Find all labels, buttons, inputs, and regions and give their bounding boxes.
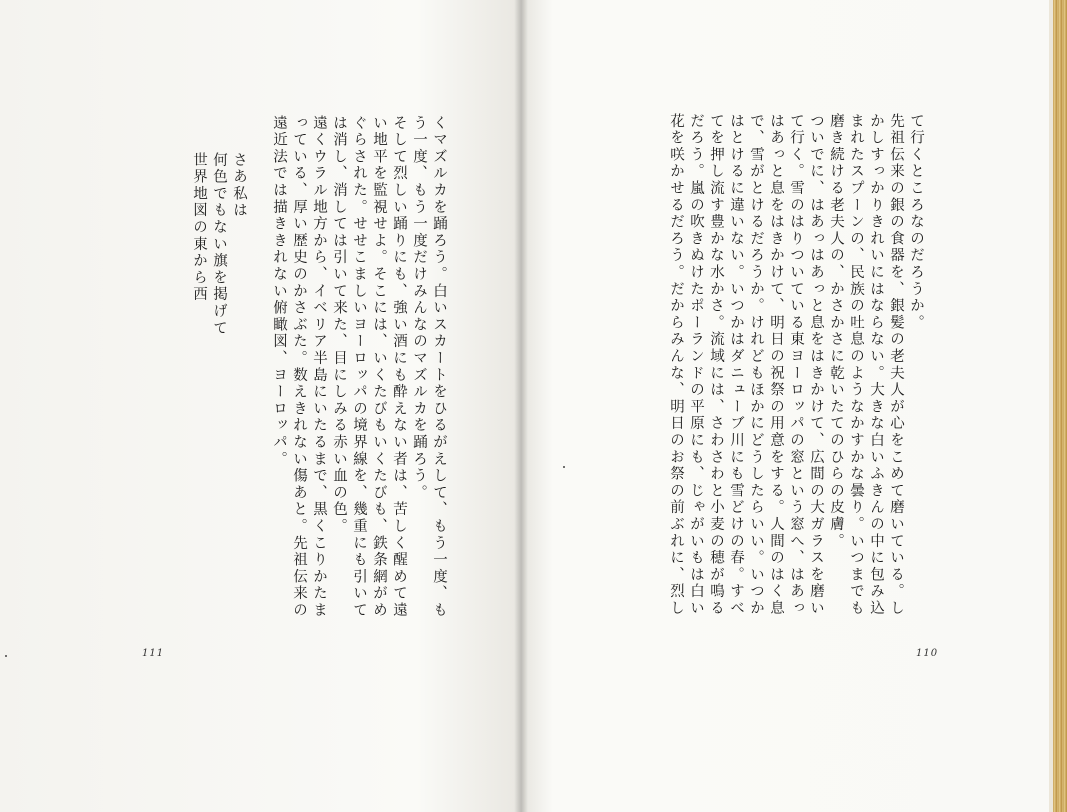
text-line: 遠近法では描ききれない俯瞰図、ヨーロッパ。 bbox=[271, 115, 287, 468]
right-page bbox=[521, 0, 1053, 812]
text-line: う一度、もう一度だけみんなのマズルカを踊ろう。 bbox=[411, 115, 427, 502]
text-line: ついでに、はあっはあっと息をはきかけて、広間の大ガラスを磨い bbox=[808, 113, 824, 617]
text-line: まれたスプーンの、民族の吐息のようなかすかな曇り。いつまでも bbox=[848, 113, 864, 617]
text-line: で、雪がとけるだろうか。けれどもほかにどうしたらいい。いつか bbox=[748, 113, 764, 617]
poem-line: さあ私は bbox=[231, 152, 247, 220]
text-line: い地平を監視せよ。そこには、いくたびもいくたびも、鉄条網がめ bbox=[371, 115, 387, 619]
text-line: 遠くウラル地方から、イベリア半島にいたるまで、黒くこりかたま bbox=[311, 115, 327, 619]
text-line: そして烈しい踊りにも、強い酒にも酔えない者は、苦しく醒めて遠 bbox=[391, 115, 407, 619]
text-line: て行く。雪のはりついている東ヨーロッパの窓という窓へ、はあっ bbox=[788, 113, 804, 617]
page-number: 111 bbox=[142, 648, 165, 659]
text-line: はとけるに違いない。いつかはダニューブ川にも雪どけの春。すべ bbox=[728, 113, 744, 617]
text-line: っている、厚い歴史のかさぶた。数えきれない傷あと。先祖伝来の bbox=[291, 115, 307, 619]
text-line: だろう。嵐の吹きぬけたポーランドの平原にも、じゃがいもは白い bbox=[688, 113, 704, 617]
text-line: かしすっかりきれいにはならない。大きな白いふきんの中に包み込 bbox=[868, 113, 884, 617]
poem-line: 世界地図の東から西 bbox=[191, 152, 207, 304]
paper-speck bbox=[5, 655, 7, 657]
page-number: 110 bbox=[916, 648, 939, 659]
text-line: 花を咲かせるだろう。だからみんな、明日のお祭の前ぶれに、烈し bbox=[668, 113, 684, 617]
book-gutter bbox=[514, 0, 528, 812]
text-line: はあっと息をはきかけて、明日の祝祭の用意をする。人間のはく息 bbox=[768, 113, 784, 617]
left-page bbox=[0, 0, 521, 812]
paper-speck bbox=[563, 466, 565, 468]
text-line: くマズルカを踊ろう。白いスカートをひるがえして、もう一度、も bbox=[431, 115, 447, 619]
text-line: て行くところなのだろうか。 bbox=[908, 113, 924, 332]
poem-line: 何色でもない旗を掲げて bbox=[211, 152, 227, 337]
page-stack-edge bbox=[1053, 0, 1067, 812]
text-line: 先祖伝来の銀の食器を、銀髪の老夫人が心をこめて磨いている。し bbox=[888, 113, 904, 617]
text-line: ぐらされた。せせこましいヨーロッパの境界線を、幾重にも引いて bbox=[351, 115, 367, 619]
text-line: てを押し流す豊かな水かさ。流域には、さわさわと小麦の穂が鳴る bbox=[708, 113, 724, 617]
text-line: 磨き続ける老夫人の、かさかさに乾いたてのひらの皮膚。 bbox=[828, 113, 844, 550]
text-line: は消し、消しては引いて来た、目にしみる赤い血の色。 bbox=[331, 115, 347, 535]
